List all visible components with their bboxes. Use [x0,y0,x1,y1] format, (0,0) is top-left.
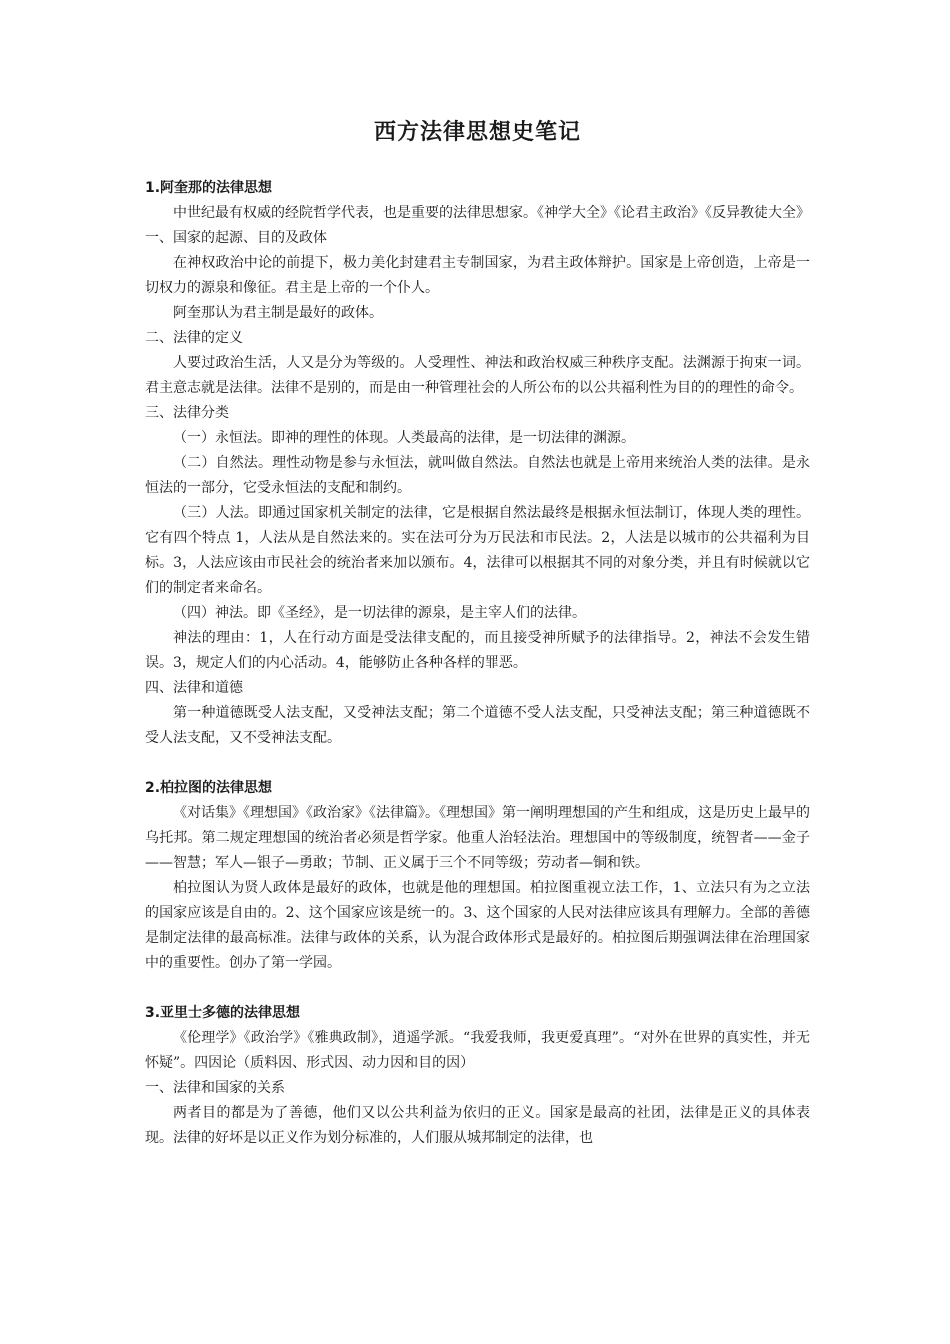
document-title: 西方法律思想史笔记 [373,120,581,145]
document-page [145,118,810,1151]
section-spacer [145,976,810,1001]
paragraph: （一）永恒法。即神的理性的体现。人类最高的法律，是一切法律的渊源。 [173,430,635,446]
section-spacer [145,751,810,776]
sub-heading: 二、法律的定义 [145,330,243,346]
sub-heading: 一、法律和国家的关系 [145,1080,285,1096]
paragraph: 《伦理学》《政治学》《雅典政制》，逍遥学派。“我爱我师，我更爱真理”。“对外在世界的真实性，并无怀疑”。四因论（质料因、形式因、动力因和目的因） [145,1030,810,1071]
section-heading: 1.阿奎那的法律思想 [145,180,273,196]
paragraph: 神法的理由：1，人在行动方面是受法律支配的，而且接受神所赋予的法律指导。2，神法不会发生错误。3，规定人们的内心活动。4，能够防止各种各样的罪恶。 [145,630,810,671]
sub-heading: 四、法律和道德 [145,680,243,696]
section-aquinas [145,176,810,751]
section-plato [145,776,810,976]
paragraph: （四）神法。即《圣经》，是一切法律的源泉，是主宰人们的法律。 [173,605,586,621]
paragraph: 人要过政治生活，人又是分为等级的。人受理性、神法和政治权威三种秩序支配。法渊源于拘束一词。君主意志就是法律。法律不是别的，而是由一种管理社会的人所公布的以公共福利性为目的的理性的命令。 [145,355,810,396]
paragraph: 在神权政治中论的前提下，极力美化封建君主专制国家，为君主政体辩护。国家是上帝创造，上帝是一切权力的源泉和像征。君主是上帝的一个仆人。 [145,255,810,296]
paragraph: 阿奎那认为君主制是最好的政体。 [173,305,383,321]
section-heading: 2.柏拉图的法律思想 [145,780,273,796]
section-heading: 3.亚里士多德的法律思想 [145,1005,301,1021]
section-aristotle [145,1001,810,1151]
paragraph: （三）人法。即通过国家机关制定的法律，它是根据自然法最终是根据永恒法制订，体现人类的理性。它有四个特点 1，人法从是自然法来的。实在法可分为万民法和市民法。2，人法是以城市的公共福利为目标。3，人法应该由市民社会的统治者来加以颁布。4，法律可以根据其不同的对象分类，并且有时候就以它们的制定者来命名。 [145,505,810,596]
paragraph: 《对话集》《理想国》《政治家》《法律篇》。《理想国》第一阐明理想国的产生和组成，这是历史上最早的乌托邦。第二规定理想国的统治者必须是哲学家。他重人治轻法治。理想国中的等级制度，统智者——金子——智慧；军人—银子—勇敢；节制、正义属于三个不同等级；劳动者—铜和铁。 [145,805,810,871]
paragraph: 中世纪最有权威的经院哲学代表，也是重要的法律思想家。《神学大全》《论君主政治》《反异教徒大全》 [173,205,810,221]
sub-heading: 一、国家的起源、目的及政体 [145,230,327,246]
paragraph: 两者目的都是为了善德，他们又以公共利益为依归的正义。国家是最高的社团，法律是正义的具体表现。法律的好坏是以正义作为划分标准的，人们服从城邦制定的法律，也 [145,1105,810,1146]
paragraph: 柏拉图认为贤人政体是最好的政体，也就是他的理想国。柏拉图重视立法工作，1、立法只有为之立法的国家应该是自由的。2、这个国家应该是统一的。3、这个国家的人民对法律应该具有理解力。全部的善德是制定法律的最高标准。法律与政体的关系，认为混合政体形式是最好的。柏拉图后期强调法律在治理国家中的重要性。创办了第一学园。 [145,880,810,971]
paragraph: （二）自然法。理性动物是参与永恒法，就叫做自然法。自然法也就是上帝用来统治人类的法律。是永恒法的一部分，它受永恒法的支配和制约。 [145,455,810,496]
paragraph: 第一种道德既受人法支配，又受神法支配；第二个道德不受人法支配，只受神法支配；第三种道德既不受人法支配，又不受神法支配。 [145,705,810,746]
sub-heading: 三、法律分类 [145,405,229,421]
